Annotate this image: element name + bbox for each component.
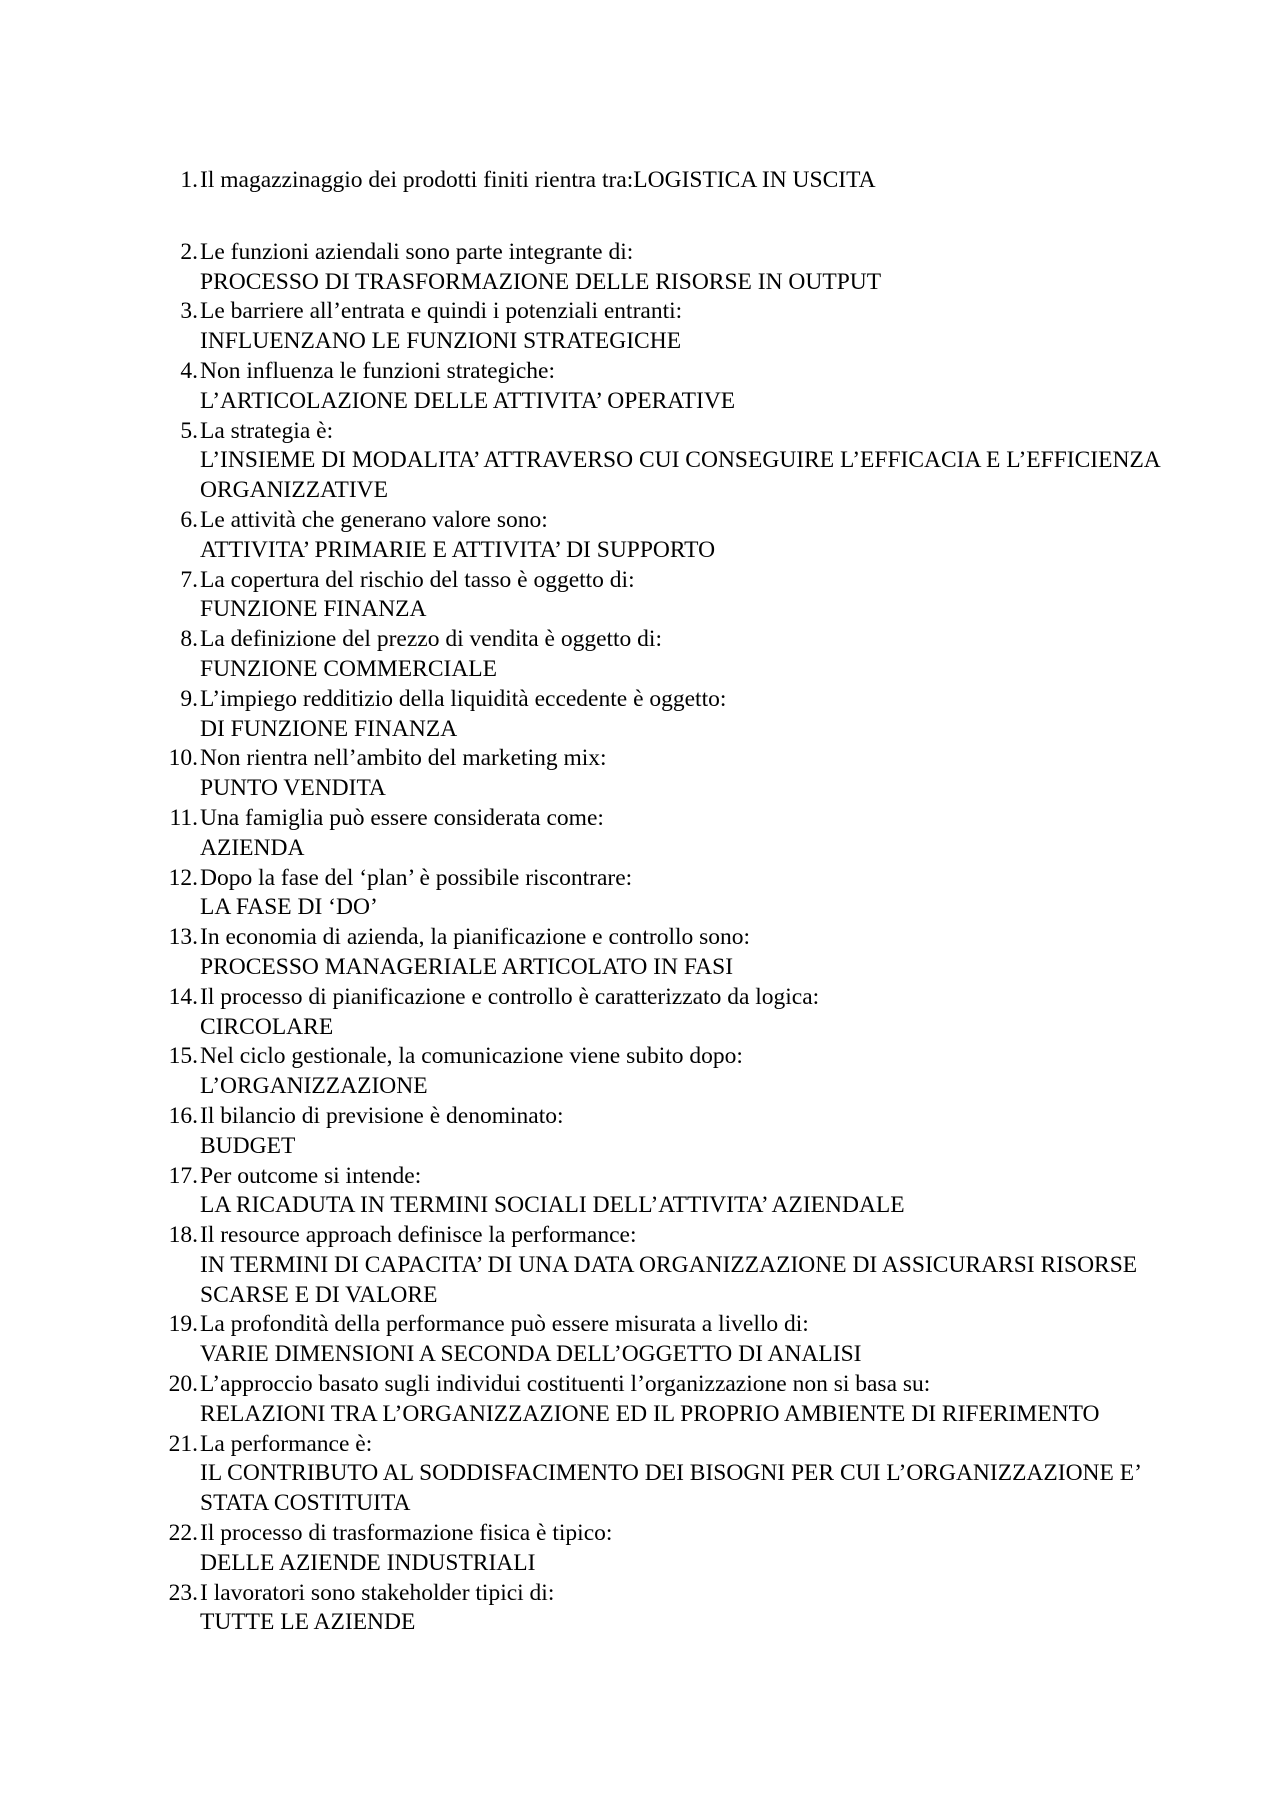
item-number: 21. [168,1430,198,1457]
item-number: 16. [168,1102,198,1129]
list-item [160,1579,1160,1639]
question-text: Non rientra nell’ambito del marketing mix: [200,745,607,772]
answer-text: ATTIVITA’ PRIMARIE E ATTIVITA’ DI SUPPORTO [200,536,716,563]
qa-list [160,166,1166,1638]
question-text: Il magazzinaggio dei prodotti finiti rientra tra:LOGISTICA IN USCITA [200,167,876,193]
item-number: 22. [168,1520,198,1547]
item-number: 6. [180,506,198,533]
list-item [160,357,1160,417]
question-text: Il processo di trasformazione fisica è tipico: [200,1520,613,1547]
question-text: Nel ciclo gestionale, la comunicazione viene subito dopo: [200,1043,743,1070]
list-item [160,1519,1160,1579]
item-number: 4. [180,357,198,384]
item-number: 8. [180,626,198,653]
question-text: Il resource approach definisce la performance: [200,1222,637,1249]
answer-text: INFLUENZANO LE FUNZIONI STRATEGICHE [200,328,682,355]
list-item [160,1430,1160,1519]
question-text: Una famiglia può essere considerata come: [200,804,604,831]
item-number: 11. [169,804,198,831]
answer-text: L’ARTICOLAZIONE DELLE ATTIVITA’ OPERATIVE [200,387,736,414]
answer-text: PUNTO VENDITA [200,775,386,802]
list-item [160,1162,1160,1222]
question-text: La copertura del rischio del tasso è oggetto di: [200,566,635,593]
answer-text: IL CONTRIBUTO AL SODDISFACIMENTO DEI BISOGNI PER CUI L’ORGANIZZAZIONE E’ STATA COSTITUITA [200,1460,1147,1517]
list-item [160,864,1160,924]
question-text: In economia di azienda, la pianificazione e controllo sono: [200,924,751,951]
list-item [160,1310,1160,1370]
answer-text: RELAZIONI TRA L’ORGANIZZAZIONE ED IL PROPRIO AMBIENTE DI RIFERIMENTO [200,1400,1100,1427]
list-item [160,238,1160,298]
item-number: 12. [168,864,198,891]
item-number: 15. [168,1043,198,1070]
list-item [160,166,1160,196]
item-number: 18. [168,1222,198,1249]
answer-text: FUNZIONE FINANZA [200,596,427,623]
answer-text: IN TERMINI DI CAPACITA’ DI UNA DATA ORGANIZZAZIONE DI ASSICURARSI RISORSE SCARSE E DI VALORE [200,1251,1144,1308]
list-item [160,1370,1160,1430]
list-item [160,297,1160,357]
list-item [160,1042,1160,1102]
list-item [160,923,1160,983]
item-number: 7. [180,566,198,593]
question-text: Il bilancio di previsione è denominato: [200,1102,564,1129]
item-number: 20. [168,1371,198,1398]
answer-text: PROCESSO MANAGERIALE ARTICOLATO IN FASI [200,953,734,980]
answer-text: PROCESSO DI TRASFORMAZIONE DELLE RISORSE IN OUTPUT [200,268,882,295]
answer-text: DI FUNZIONE FINANZA [200,715,458,742]
answer-text: L’ORGANIZZAZIONE [200,1073,428,1100]
question-text: Le attività che generano valore sono: [200,506,548,533]
answer-text: AZIENDA [200,834,305,861]
item-number: 14. [168,983,198,1010]
list-item [160,1102,1160,1162]
list-item [160,685,1160,745]
question-text: Non influenza le funzioni strategiche: [200,357,555,384]
question-text: Il processo di pianificazione e controllo è caratterizzato da logica: [200,983,820,1010]
item-number: 13. [168,924,198,951]
list-item [160,506,1160,566]
list-item [160,1221,1160,1310]
answer-text: DELLE AZIENDE INDUSTRIALI [200,1549,536,1576]
list-item [160,566,1160,626]
answer-text: CIRCOLARE [200,1013,334,1040]
answer-text: L’INSIEME DI MODALITA’ ATTRAVERSO CUI CONSEGUIRE L’EFFICACIA E L’EFFICIENZA ORGANIZZATIVE [200,447,1166,504]
item-number: 2. [180,238,198,265]
question-text: Le barriere all’entrata e quindi i potenziali entranti: [200,298,683,325]
item-number: 1. [180,167,198,193]
question-text: La profondità della performance può essere misurata a livello di: [200,1311,809,1338]
item-number: 3. [180,298,198,325]
list-item [160,804,1160,864]
answer-text: FUNZIONE COMMERCIALE [200,655,498,682]
question-text: L’approccio basato sugli individui costituenti l’organizzazione non si basa su: [200,1371,931,1398]
question-text: La strategia è: [200,417,334,444]
answer-text: LA FASE DI ‘DO’ [200,894,378,921]
answer-text: LA RICADUTA IN TERMINI SOCIALI DELL’ATTIVITA’ AZIENDALE [200,1192,905,1219]
question-text: Per outcome si intende: [200,1162,422,1189]
answer-text: VARIE DIMENSIONI A SECONDA DELL’OGGETTO DI ANALISI [200,1341,862,1368]
answer-text: BUDGET [200,1132,296,1159]
item-number: 23. [168,1579,198,1606]
item-number: 5. [180,417,198,444]
list-item [160,744,1160,804]
list-item [160,417,1166,506]
question-text: La performance è: [200,1430,373,1457]
item-number: 10. [168,745,198,772]
item-number: 19. [168,1311,198,1338]
list-item [160,983,1160,1043]
item-number: 9. [180,685,198,712]
item-number: 17. [168,1162,198,1189]
list-item [160,625,1160,685]
question-text: La definizione del prezzo di vendita è oggetto di: [200,626,662,653]
question-text: Dopo la fase del ‘plan’ è possibile riscontrare: [200,864,633,891]
question-text: Le funzioni aziendali sono parte integrante di: [200,238,634,265]
question-text: I lavoratori sono stakeholder tipici di: [200,1579,555,1606]
answer-text: TUTTE LE AZIENDE [200,1609,416,1636]
question-text: L’impiego redditizio della liquidità eccedente è oggetto: [200,685,727,712]
